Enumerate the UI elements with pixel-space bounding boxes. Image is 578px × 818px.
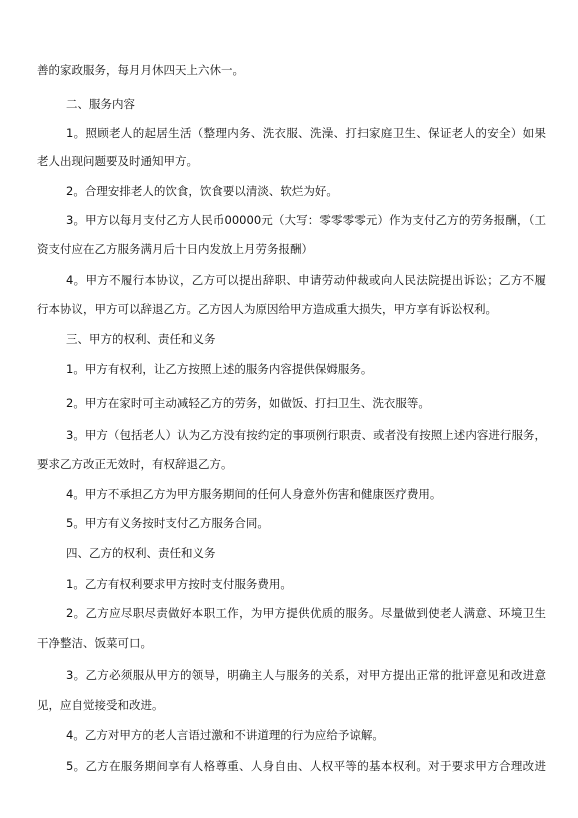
paragraph-line: 4。甲方不履行本协议，乙方可以提出辞职、申请劳动仲裁或向人民法院提出诉讼；乙方不履 [66, 273, 546, 287]
paragraph-line: 行本协议，甲方可以辞退乙方。乙方因人为原因给甲方造成重大损失，甲方享有诉讼权利。 [37, 302, 497, 316]
paragraph-line: 1。甲方有权利，让乙方按照上述的服务内容提供保姆服务。 [66, 362, 373, 376]
paragraph-line: 1。乙方有权利要求甲方按时支付服务费用。 [66, 577, 292, 591]
paragraph-line: 老人出现问题要及时通知甲方。 [37, 154, 198, 168]
paragraph-line: 要求乙方改正无效时，有权辞退乙方。 [37, 457, 233, 471]
paragraph-line: 干净整洁、饭菜可口。 [37, 636, 152, 650]
section-heading: 三、甲方的权利、责任和义务 [66, 332, 216, 346]
paragraph-line: 2。合理安排老人的饮食，饮食要以清淡、软烂为好。 [66, 184, 338, 198]
paragraph-line: 3。甲方（包括老人）认为乙方没有按约定的事项例行职责、或者没有按照上述内容进行服务， [66, 428, 546, 442]
section-heading: 四、乙方的权利、责任和义务 [66, 546, 216, 560]
paragraph-line: 1。照顾老人的起居生活（整理内务、洗衣服、洗澡、打扫家庭卫生、保证老人的安全）如果 [66, 126, 546, 140]
paragraph-line: 5。甲方有义务按时支付乙方服务合同。 [66, 516, 269, 530]
paragraph-line: 2。甲方在家时可主动减轻乙方的劳务，如做饭、打扫卫生、洗衣服等。 [66, 396, 430, 410]
paragraph-line: 2。乙方应尽职尽责做好本职工作，为甲方提供优质的服务。尽量做到使老人满意、环境卫生 [66, 606, 546, 620]
paragraph-line: 4。乙方对甲方的老人言语过激和不讲道理的行为应给予谅解。 [66, 728, 384, 742]
paragraph-line: 5。乙方在服务期间享有人格尊重、人身自由、人权平等的基本权利。对于要求甲方合理改进 [66, 759, 546, 773]
paragraph-line: 资支付应在乙方服务满月后十日内发放上月劳务报酬） [37, 242, 313, 256]
paragraph-line: 3。甲方以每月支付乙方人民币00000元（大写：零零零零元）作为支付乙方的劳务报酬，（工 [66, 213, 546, 227]
paragraph-line: 3。乙方必须服从甲方的领导，明确主人与服务的关系，对甲方提出正常的批评意见和改进意 [66, 668, 546, 682]
paragraph-line: 善的家政服务，每月月休四天上六休一。 [37, 63, 244, 77]
section-heading: 二、服务内容 [66, 97, 135, 111]
paragraph-line: 见，应自觉接受和改进。 [37, 698, 164, 712]
paragraph-line: 4。甲方不承担乙方为甲方服务期间的任何人身意外伤害和健康医疗费用。 [66, 487, 442, 501]
